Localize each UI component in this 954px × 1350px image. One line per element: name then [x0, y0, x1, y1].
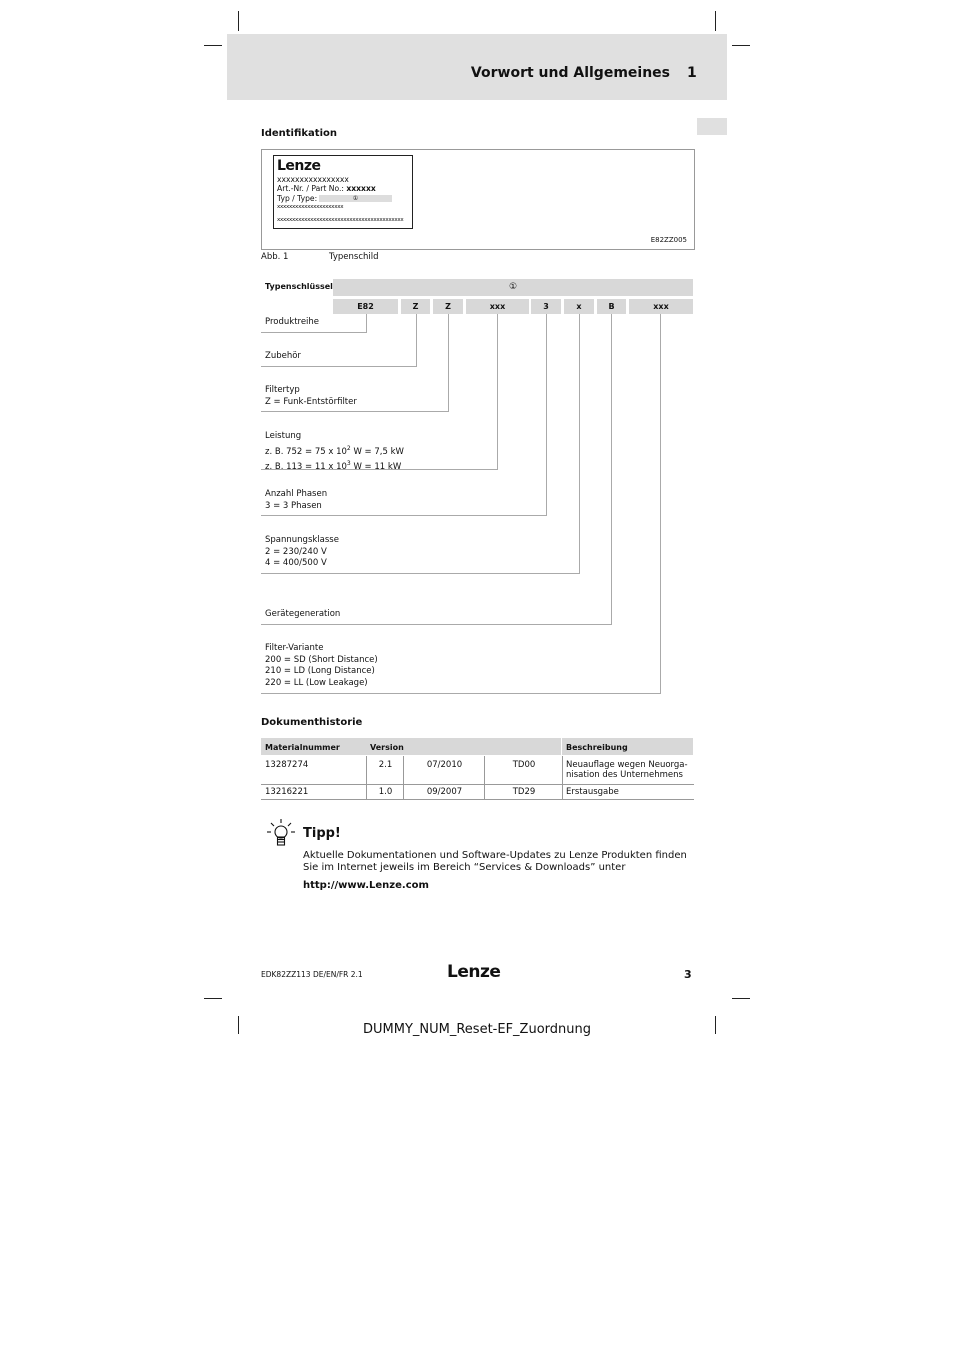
label-line: Filtertyp [265, 385, 300, 395]
col-label: Beschreibung [566, 743, 628, 752]
figure-caption-number: Abb. 1 [261, 252, 289, 262]
connector-line [579, 314, 580, 573]
tip-link[interactable]: http://www.Lenze.com [303, 880, 429, 891]
typekey-label-generation [265, 609, 340, 621]
plate-artnr [277, 184, 376, 194]
connector-line [261, 366, 417, 367]
typekey-label-zubehoer [265, 351, 301, 363]
connector-line [261, 411, 449, 412]
typekey-cell: Z [401, 299, 430, 314]
connector-line [546, 314, 547, 515]
connector-line [366, 314, 367, 332]
label-line: Anzahl Phasen [265, 489, 328, 499]
identification-heading: Identifikation [261, 128, 337, 139]
crop-mark [715, 11, 716, 31]
plate-artnr-label: Art.-Nr. / Part No.: [277, 184, 344, 193]
connector-line [261, 573, 580, 574]
chapter-number: 1 [687, 65, 697, 81]
plate-line4: xxxxxxxxxxxxxxxxxxxxxx [277, 204, 344, 210]
history-col-desc [562, 738, 693, 755]
label-line: Produktreihe [265, 317, 320, 327]
lightbulb-icon [266, 818, 296, 848]
plate-typ-label: Typ / Type: [277, 194, 318, 203]
chapter-title: Vorwort und Allgemeines [470, 65, 670, 81]
dummy-label: DUMMY_NUM_Reset-EF_Zuordnung [363, 1022, 591, 1037]
typekey-cell: B [597, 299, 626, 314]
connector-line [261, 332, 367, 333]
history-td: TD29 [512, 787, 536, 797]
desc-line: nisation des Unternehmens [566, 770, 683, 780]
typekey-cell: Z [433, 299, 463, 314]
tip-line: Aktuelle Dokumentationen und Software-Updates zu Lenze Produkten finden [303, 850, 687, 861]
plate-typ-field [319, 195, 392, 202]
history-date: 09/2007 [426, 787, 463, 797]
history-col-material [261, 738, 369, 755]
tip-text [303, 850, 703, 874]
col-label: Materialnummer [265, 743, 340, 752]
typekey-cell: x [564, 299, 594, 314]
typekey-label-leistung [265, 431, 404, 473]
col-label: Version [370, 743, 404, 752]
history-date: 07/2010 [426, 760, 463, 770]
typekey-marker: ① [508, 282, 518, 292]
plate-line5: xxxxxxxxxxxxxxxxxxxxxxxxxxxxxxxxxxxxxxxxxx [277, 217, 404, 223]
crop-mark [204, 45, 222, 46]
typekey-label-variante [265, 643, 378, 689]
connector-line [261, 693, 661, 694]
label-line: Z = Funk-Entstörfilter [265, 396, 357, 407]
nameplate-figure [261, 149, 695, 250]
label-part: W = 7,5 kW [350, 446, 404, 457]
label-line: Filter-Variante [265, 643, 324, 653]
crop-mark [204, 998, 222, 999]
history-version: 2.1 [378, 760, 393, 770]
chapter-tab [697, 118, 727, 135]
plate-line1: xxxxxxxxxxxxxxxx [277, 175, 349, 184]
typekey-label: Typenschlüssel [265, 282, 333, 291]
label-line: Gerätegeneration [265, 609, 341, 619]
label-line: 210 = LD (Long Distance) [265, 666, 375, 676]
page-number: 3 [684, 968, 692, 981]
label-line: 220 = LL (Low Leakage) [265, 677, 368, 688]
history-col-version [366, 738, 561, 755]
connector-line [261, 515, 547, 516]
nameplate [273, 155, 413, 229]
typekey-label-filtertyp [265, 385, 357, 408]
typekey-label-produktreihe [265, 317, 319, 329]
tip-title: Tipp! [303, 826, 341, 841]
desc-line: Neuauflage wegen Neuorga- [566, 760, 688, 770]
history-heading: Dokumenthistorie [261, 717, 363, 728]
crop-mark [238, 11, 239, 31]
figure-code: E82ZZ005 [650, 236, 687, 244]
footer-logo: Lenze [447, 962, 501, 982]
label-part: W = 11 kW [350, 461, 402, 472]
tip-line: Sie im Internet jeweils im Bereich “Services & Downloads” unter [303, 862, 626, 873]
label-line: Leistung [265, 431, 302, 441]
history-desc: Erstausgabe [566, 787, 619, 797]
label-part: z. B. 752 = 75 x 10 [265, 446, 347, 457]
history-desc [566, 760, 688, 780]
plate-marker: ① [352, 195, 359, 202]
plate-logo: Lenze [277, 158, 321, 174]
label-sup: 2 [346, 444, 351, 452]
history-td: TD00 [512, 760, 536, 770]
typekey-label-spannung [265, 535, 339, 570]
typekey-cell: 3 [531, 299, 561, 314]
label-line: 4 = 400/500 V [265, 558, 327, 568]
label-line: 2 = 230/240 V [265, 546, 327, 557]
typekey-header [333, 279, 693, 296]
crop-mark [732, 45, 750, 46]
connector-line [416, 314, 417, 366]
figure-caption-text: Typenschild [329, 252, 379, 262]
label-line [265, 458, 404, 473]
history-version: 1.0 [378, 787, 393, 797]
footer-doc-code: EDK82ZZ113 DE/EN/FR 2.1 [261, 970, 363, 979]
label-line: Spannungsklasse [265, 535, 339, 545]
crop-mark [732, 998, 750, 999]
connector-line [660, 314, 661, 693]
chapter-header [227, 34, 727, 100]
label-sup: 3 [346, 459, 351, 467]
label-line: 3 = 3 Phasen [265, 500, 322, 511]
connector-line [611, 314, 612, 624]
connector-line [261, 624, 612, 625]
label-line: 200 = SD (Short Distance) [265, 654, 378, 665]
label-line: Zubehör [265, 351, 301, 361]
typekey-cell: xxx [466, 299, 529, 314]
typekey-cell: E82 [333, 299, 398, 314]
typekey-label-phasen [265, 489, 327, 512]
plate-artnr-value: xxxxxx [346, 184, 376, 193]
history-material: 13287274 [265, 760, 309, 770]
label-line [265, 443, 404, 458]
connector-line [448, 314, 449, 411]
typekey-cell: xxx [629, 299, 693, 314]
connector-line [497, 314, 498, 469]
label-part: z. B. 113 = 11 x 10 [265, 461, 347, 472]
history-material: 13216221 [265, 787, 309, 797]
